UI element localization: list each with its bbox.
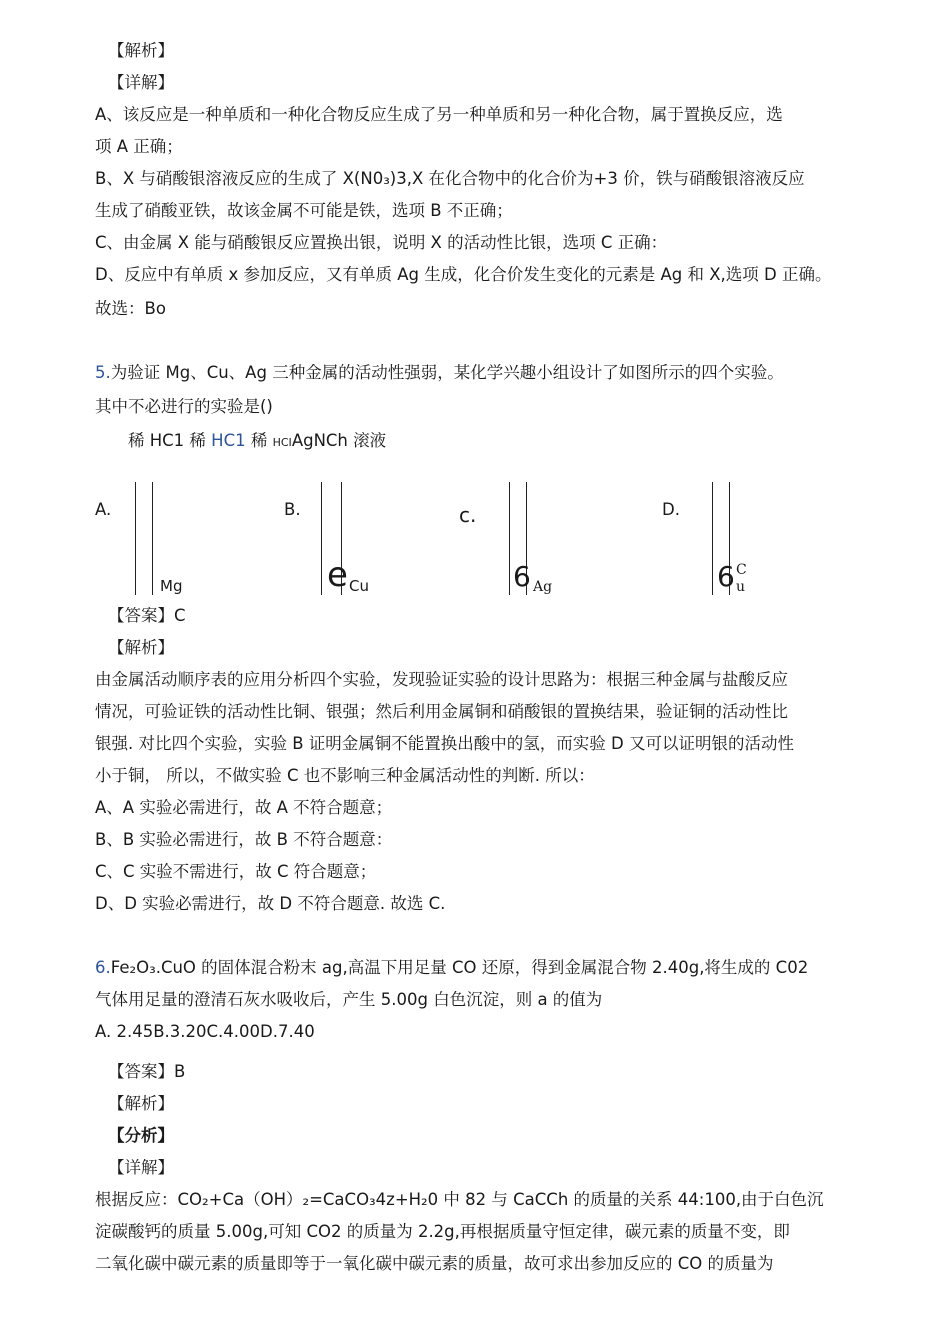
reagent-labels (128, 430, 386, 454)
question-5-stem (95, 362, 784, 384)
explanation-line: 生成了硝酸亚铁，故该金属不可能是铁，选项 B 不正确； (95, 201, 513, 220)
reagent-text: HCI (272, 436, 292, 449)
analysis-heading: 【解析】 (108, 638, 174, 657)
question-5-stem-cont: 其中不必进行的实验是() (95, 397, 273, 416)
question-6-stem-cont: 气体用足量的澄清石灰水吸收后，产生 5.00g 白色沉淀，则 a 的值为 (95, 990, 603, 1009)
explanation-line: 项 A 正确； (95, 137, 183, 156)
test-tube-wall (135, 482, 136, 595)
test-tube-wall (509, 482, 510, 595)
explanation-line: 银强. 对比四个实验，实验 B 证明金属铜不能置换出酸中的氢，而实验 D 又可以证明银的活动性 (95, 734, 794, 753)
question-text: 为验证 Mg、Cu、Ag 三种金属的活动性强弱，某化学兴趣小组设计了如图所示的四个实验。 (110, 363, 784, 382)
reagent-text: 稀 HC1 稀 (128, 431, 212, 450)
test-tube-wall (712, 482, 713, 595)
answer-choice: 故选：Bo (95, 299, 166, 318)
option-letter: c. (459, 503, 477, 527)
explanation-line: 由金属活动顺序表的应用分析四个实验，发现验证实验的设计思路为：根据三种金属与盐酸反应 (95, 670, 788, 689)
option-letter: B. (284, 500, 301, 519)
explanation-line: B、X 与硝酸银溶液反应的生成了 X(N0₃)3,X 在化合物中的化合价为+3 价，铁与硝酸银溶液反应 (95, 169, 805, 188)
metal-label-top: C (736, 562, 747, 578)
analysis-heading: 【解析】 (108, 41, 174, 60)
explanation-line: 淀碳酸钙的质量 5.00g,可知 CO2 的质量为 2.2g,再根据质量守恒定律，碳元素的质量不变，即 (95, 1222, 790, 1241)
reagent-text: 稀 (245, 431, 273, 450)
option-explanation: C、C 实验不需进行，故 C 符合题意； (95, 862, 377, 881)
option-letter: A. (95, 500, 112, 519)
fenxi-heading: 【分析】 (108, 1126, 174, 1145)
explanation-line: D、反应中有单质 x 参加反应，又有单质 Ag 生成，化合价发生变化的元素是 Ag 和 X,选项 D 正确。 (95, 265, 832, 284)
metal-piece: 6 (513, 560, 531, 593)
metal-piece: e (327, 555, 348, 595)
metal-label: Mg (160, 577, 183, 595)
option-letter: D. (662, 500, 680, 519)
metal-label: Cu (349, 577, 369, 595)
reagent-text: AgNCh 滚液 (291, 431, 387, 450)
explanation-line: C、由金属 X 能与硝酸银反应置换出银，说明 X 的活动性比银，选项 C 正确： (95, 233, 668, 252)
analysis-heading: 【解析】 (108, 1094, 174, 1113)
question-text: Fe₂O₃.CuO 的固体混合粉末 ag,高温下用足量 CO 还原，得到金属混合物 2.40g,将生成的 C02 (110, 958, 809, 977)
option-explanation: B、B 实验必需进行，故 B 不符合题意： (95, 830, 393, 849)
reagent-text: HC1 (211, 431, 246, 450)
detail-heading: 【详解】 (108, 73, 174, 92)
option-explanation: A、A 实验必需进行，故 A 不符合题意； (95, 798, 393, 817)
metal-label: Ag (533, 579, 553, 595)
explanation-line: 小于铜， 所以，不做实验 C 也不影响三种金属活动性的判断. 所以： (95, 766, 595, 785)
explanation-line: 情况，可验证铁的活动性比铜、银强；然后利用金属铜和硝酸银的置换结果，验证铜的活动性比 (95, 702, 788, 721)
metal-label-bottom: u (736, 579, 746, 595)
option-explanation: D、D 实验必需进行，故 D 不符合题意. 故选 C. (95, 894, 446, 913)
explanation-line: A、该反应是一种单质和一种化合物反应生成了另一种单质和另一种化合物，属于置换反应，选 (95, 105, 783, 124)
question-6-options: A. 2.45B.3.20C.4.00D.7.40 (95, 1022, 315, 1041)
test-tube-wall (321, 482, 322, 595)
test-tube-wall (152, 482, 153, 595)
question-number: 5. (95, 363, 111, 382)
question-number: 6. (95, 958, 111, 977)
explanation-line: 二氧化碳中碳元素的质量即等于一氧化碳中碳元素的质量，故可求出参加反应的 CO 的质量为 (95, 1254, 774, 1273)
answer-line: 【答案】C (108, 606, 186, 625)
metal-piece: 6 (717, 560, 735, 593)
question-6-stem (95, 957, 808, 979)
answer-line: 【答案】B (108, 1062, 186, 1081)
detail-heading: 【详解】 (108, 1158, 174, 1177)
explanation-line: 根据反应：CO₂+Ca（OH）₂=CaCO₃4z+H₂0 中 82 与 CaCCh 的质量的关系 44:100,由于白色沉 (95, 1190, 824, 1209)
